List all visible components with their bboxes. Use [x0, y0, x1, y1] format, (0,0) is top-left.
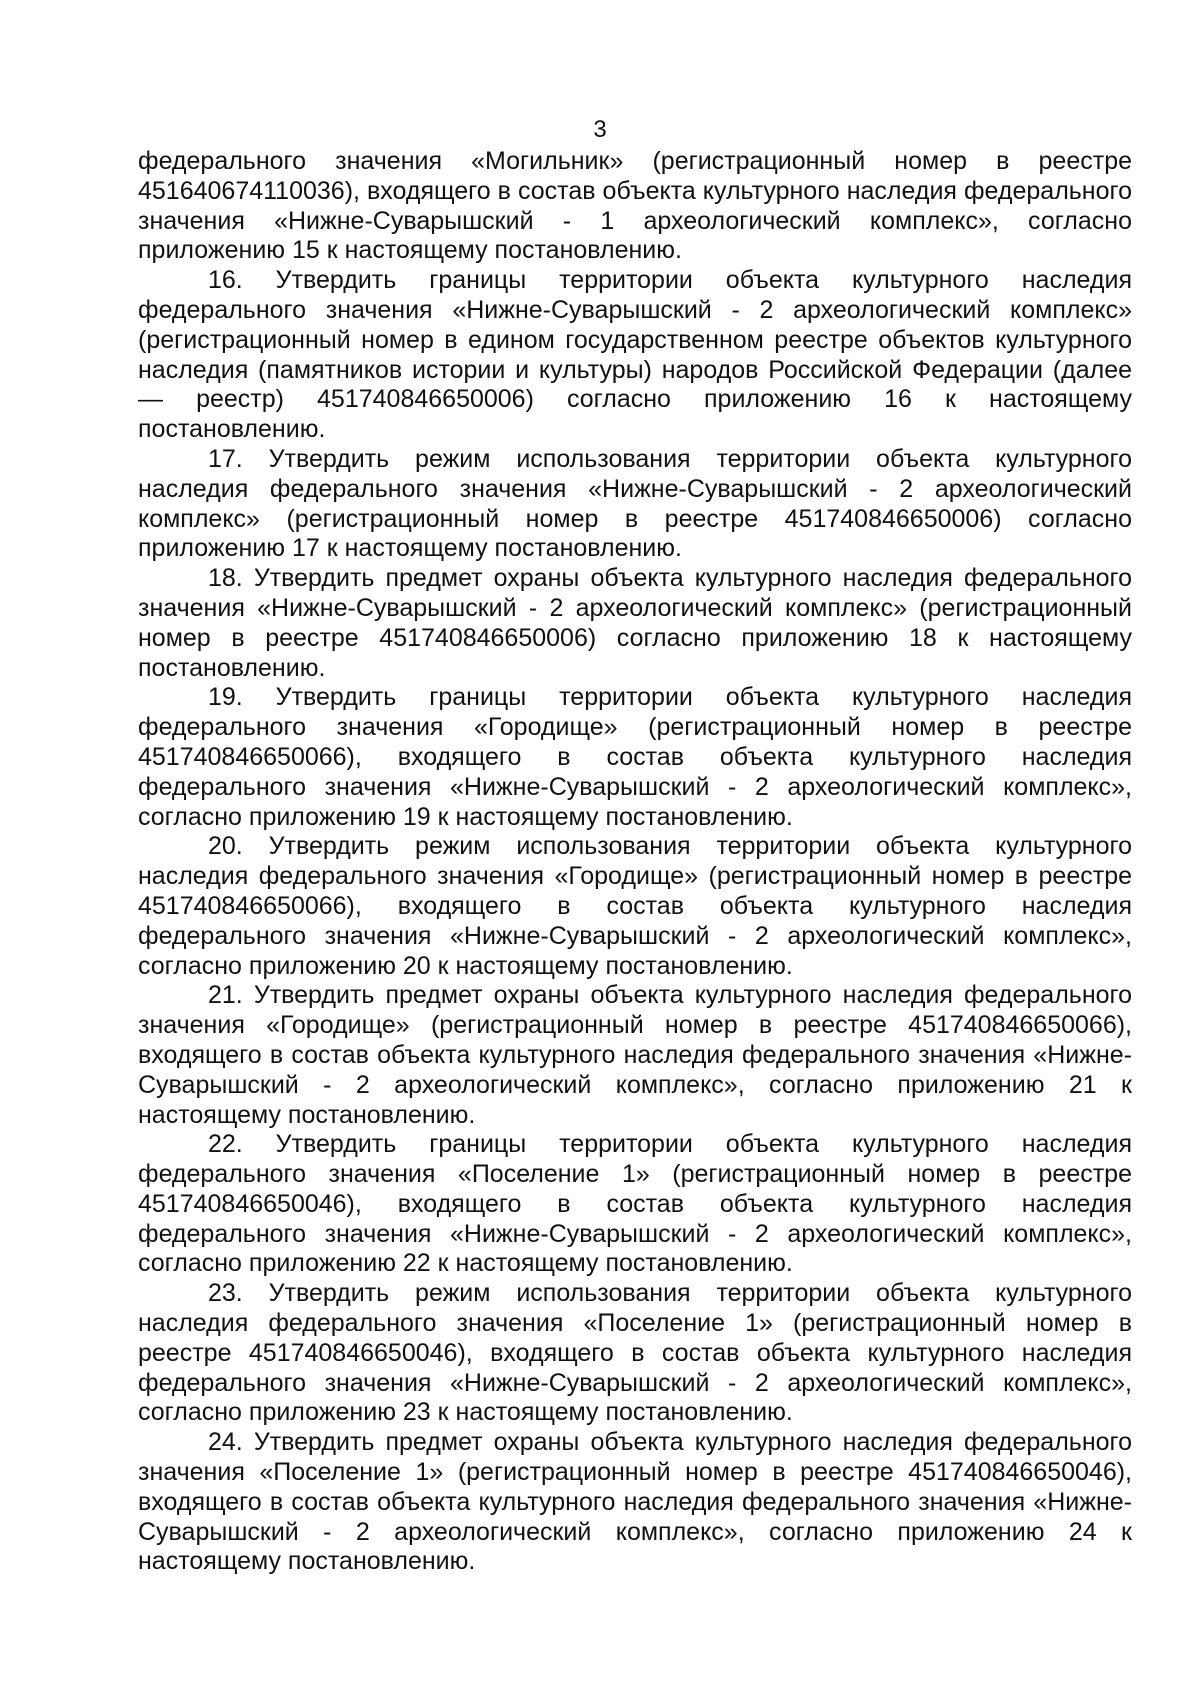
paragraph-19: 19. Утвердить границы территории объекта культурного наследия федерального значения «Городище» (регистрационный номер в реестре 451740846650066), входящего в состав объекта культурного наследия федерального значения «Нижне-Суварышский - 2 археологический комплекс», согласно приложению 19 к настоящему постановлению. [138, 683, 1132, 831]
paragraph-22: 22. Утвердить границы территории объекта культурного наследия федерального значения «Поселение 1» (регистрационный номер в реестре 451740846650046), входящего в состав объекта культурного наследия федерального значения «Нижне-Суварышский - 2 археологический комплекс», согласно приложению 22 к настоящему постановлению. [138, 1130, 1132, 1278]
page-number: 3 [593, 116, 607, 143]
paragraph-21: 21. Утвердить предмет охраны объекта культурного наследия федерального значения «Городище» (регистрационный номер в реестре 451740846650066), входящего в состав объекта культурного наследия федерального значения «Нижне-Суварышский - 2 археологический комплекс», согласно приложению 21 к настоящему постановлению. [138, 981, 1132, 1129]
paragraph-17: 17. Утвердить режим использования территории объекта культурного наследия федерального значения «Нижне-Суварышский - 2 археологический комплекс» (регистрационный номер в реестре 451740846650006) согласно приложению 17 к настоящему постановлению. [138, 444, 1132, 563]
document-body [138, 147, 1132, 1577]
paragraph-18: 18. Утвердить предмет охраны объекта культурного наследия федерального значения «Нижне-Суварышский - 2 археологический комплекс» (регистрационный номер в реестре 451740846650006) согласно приложению 18 к настоящему постановлению. [138, 564, 1132, 682]
paragraph-16: 16. Утвердить границы территории объекта культурного наследия федерального значения «Нижне-Суварышский - 2 археологический комплекс» (регистрационный номер в едином государственном реестре объектов культурного наследия (памятников истории и культуры) народов Российской Федерации (далее — реестр) 451740846650006) согласно приложению 16 к настоящему постановлению. [138, 266, 1132, 444]
paragraph-20: 20. Утвердить режим использования территории объекта культурного наследия федерального значения «Городище» (регистрационный номер в реестре 451740846650066), входящего в состав объекта культурного наследия федерального значения «Нижне-Суварышский - 2 археологический комплекс», согласно приложению 20 к настоящему постановлению. [138, 832, 1132, 980]
paragraph-continuation: федерального значения «Могильник» (регистрационный номер в реестре 451640674110036), входящего в состав объекта культурного наследия федерального значения «Нижне-Суварышский - 1 археологический комплекс», согласно приложению 15 к настоящему постановлению. [138, 147, 1132, 265]
paragraph-24: 24. Утвердить предмет охраны объекта культурного наследия федерального значения «Поселение 1» (регистрационный номер в реестре 451740846650046), входящего в состав объекта культурного наследия федерального значения «Нижне-Суварышский - 2 археологический комплекс», согласно приложению 24 к настоящему постановлению. [138, 1428, 1132, 1576]
paragraph-23: 23. Утвердить режим использования территории объекта культурного наследия федерального значения «Поселение 1» (регистрационный номер в реестре 451740846650046), входящего в состав объекта культурного наследия федерального значения «Нижне-Суварышский - 2 археологический комплекс», согласно приложению 23 к настоящему постановлению. [138, 1279, 1132, 1427]
